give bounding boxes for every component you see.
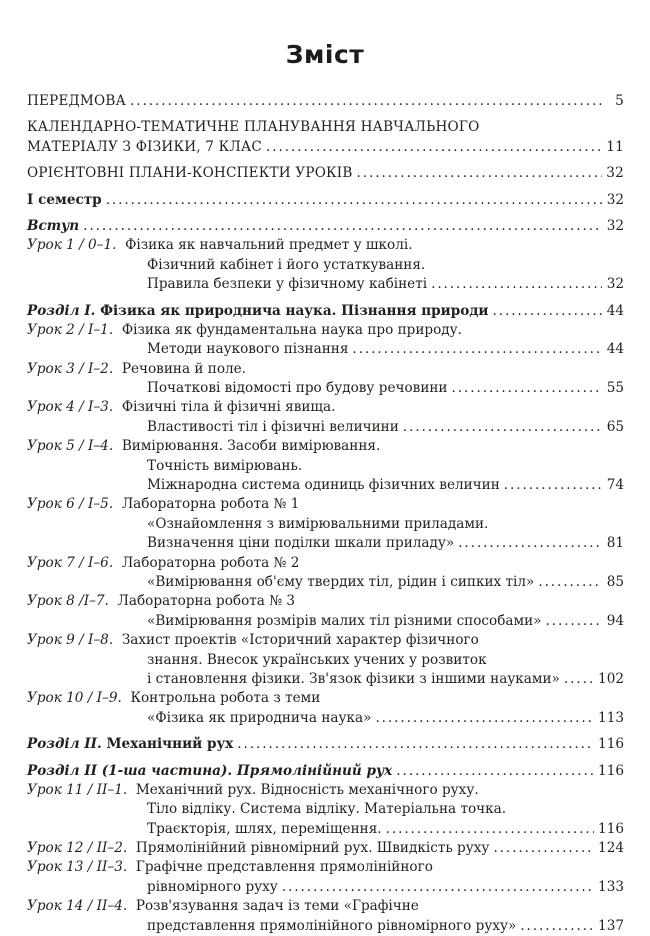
leader-dots bbox=[266, 138, 602, 157]
toc-entry-text: МАТЕРІАЛУ З ФІЗИКИ, 7 КЛАС bbox=[27, 138, 263, 155]
toc-entry-lesson-13[interactable] bbox=[27, 858, 624, 877]
toc-entry-text: Розв'язування задач із теми «Графічне bbox=[135, 898, 419, 915]
page-number: 32 bbox=[606, 276, 624, 293]
lesson-label: Урок 2 / І–1. bbox=[27, 321, 114, 338]
lesson-label: Урок 9 / І–8. bbox=[27, 632, 114, 649]
toc-entry-text: Фізика як фундаментальна наука про природу. bbox=[121, 321, 462, 338]
toc-entry-foreword[interactable] bbox=[27, 92, 624, 111]
toc-entry-text: Вступ bbox=[27, 217, 80, 234]
lesson-label: Урок 8 /І–7. bbox=[27, 593, 109, 610]
toc-entry-lesson-12[interactable] bbox=[27, 839, 624, 858]
toc-entry-semester-1[interactable] bbox=[27, 191, 624, 210]
toc-entry-text: Захист проектів «Історичний характер фізичного bbox=[121, 632, 479, 649]
lesson-label: Урок 6 / І–5. bbox=[27, 496, 114, 513]
toc-entry-text: Прямолінійний рух bbox=[236, 762, 393, 779]
toc-entry-text: І семестр bbox=[27, 191, 102, 208]
toc-entry-lesson-plans[interactable] bbox=[27, 164, 624, 183]
leader-dots bbox=[375, 709, 594, 728]
toc-entry-lesson-6[interactable] bbox=[27, 495, 624, 514]
page-number: 65 bbox=[606, 418, 624, 435]
page-number: 81 bbox=[606, 535, 624, 552]
leader-dots bbox=[538, 573, 602, 592]
page-number: 55 bbox=[606, 380, 624, 397]
toc-entry-lesson-11[interactable] bbox=[27, 781, 624, 800]
toc-entry-lesson-9-line-3 bbox=[27, 670, 624, 689]
page-number: 94 bbox=[606, 612, 624, 629]
toc-entry-text: «Вимірювання розмірів малих тіл різними способами» bbox=[147, 612, 542, 629]
section-label: Розділ ІІ (1-ша частина). bbox=[27, 762, 233, 779]
lesson-label: Урок 14 / ІІ–4. bbox=[27, 898, 128, 915]
section-label: Розділ І. bbox=[27, 302, 96, 319]
page-number: 133 bbox=[598, 878, 624, 895]
page-number: 44 bbox=[606, 341, 624, 358]
page-number: 11 bbox=[606, 138, 624, 155]
toc-entry-lesson-8[interactable] bbox=[27, 592, 624, 611]
toc-entry-lesson-13-line-2 bbox=[27, 878, 624, 897]
toc-entry-text: Початкові відомості про будову речовини bbox=[147, 380, 448, 397]
toc-entry-lesson-11-line-3 bbox=[27, 820, 624, 839]
toc-entry-section-1[interactable] bbox=[27, 302, 624, 321]
toc-entry-lesson-1-line-2 bbox=[27, 256, 624, 275]
toc-entry-lesson-3[interactable] bbox=[27, 360, 624, 379]
toc-entry-lesson-14[interactable] bbox=[27, 897, 624, 916]
toc-entry-lesson-1[interactable] bbox=[27, 236, 624, 255]
toc-entry-section-2-part-1[interactable] bbox=[27, 762, 624, 781]
table-of-contents bbox=[27, 92, 624, 936]
leader-dots bbox=[520, 917, 594, 936]
toc-entry-text: ОРІЄНТОВНІ ПЛАНИ-КОНСПЕКТИ УРОКІВ bbox=[27, 165, 353, 182]
page-number: 116 bbox=[598, 762, 624, 779]
leader-dots bbox=[403, 418, 602, 437]
page-number: 32 bbox=[606, 191, 624, 208]
toc-entry-lesson-11-line-2 bbox=[27, 800, 624, 819]
leader-dots bbox=[458, 534, 602, 553]
toc-entry-calendar-planning-cont[interactable] bbox=[27, 138, 624, 157]
leader-dots bbox=[396, 762, 594, 781]
toc-entry-text: Траєкторія, шлях, переміщення. bbox=[147, 820, 382, 837]
leader-dots bbox=[352, 340, 602, 359]
lesson-label: Урок 10 / І–9. bbox=[27, 690, 122, 707]
page-number: 32 bbox=[606, 217, 624, 234]
lesson-label: Урок 12 / ІІ–2. bbox=[27, 840, 128, 857]
toc-entry-text: Тіло відліку. Система відліку. Матеріальна точка. bbox=[147, 801, 507, 818]
leader-dots bbox=[386, 820, 594, 839]
toc-entry-lesson-7-line-2 bbox=[27, 573, 624, 592]
leader-dots bbox=[545, 612, 602, 631]
toc-entry-lesson-8-line-2 bbox=[27, 612, 624, 631]
toc-entry-text: «Фізика як природнича наука» bbox=[147, 709, 372, 726]
toc-entry-lesson-2-line-2 bbox=[27, 340, 624, 359]
toc-entry-lesson-3-line-2 bbox=[27, 379, 624, 398]
toc-entry-text: ПЕРЕДМОВА bbox=[27, 93, 127, 109]
toc-entry-text: Властивості тіл і фізичні величини bbox=[147, 418, 399, 435]
toc-entry-calendar-planning[interactable] bbox=[27, 118, 624, 137]
lesson-label: Урок 4 / І–3. bbox=[27, 399, 114, 416]
lesson-label: Урок 11 / ІІ–1. bbox=[27, 781, 128, 798]
toc-entry-text: Прямолінійний рівномірний рух. Швидкість руху bbox=[135, 840, 490, 857]
toc-entry-text: Методи наукового пізнання bbox=[147, 341, 349, 358]
toc-entry-text: «Ознайомлення з вимірювальними приладами. bbox=[147, 515, 489, 532]
toc-entry-lesson-10-line-2 bbox=[27, 709, 624, 728]
toc-entry-text: Фізичні тіла й фізичні явища. bbox=[121, 399, 336, 416]
toc-entry-lesson-7[interactable] bbox=[27, 554, 624, 573]
page-number: 44 bbox=[606, 302, 624, 319]
toc-entry-section-2[interactable] bbox=[27, 735, 624, 754]
toc-entry-lesson-4[interactable] bbox=[27, 398, 624, 417]
toc-entry-lesson-1-line-3 bbox=[27, 275, 624, 294]
toc-entry-text: рівномірного руху bbox=[147, 878, 278, 895]
toc-entry-text: Графічне представлення прямолінійного bbox=[135, 859, 433, 876]
lesson-label: Урок 13 / ІІ–3. bbox=[27, 859, 128, 876]
toc-entry-text: Лабораторна робота № 2 bbox=[121, 554, 300, 571]
page-number: 32 bbox=[606, 165, 624, 182]
leader-dots bbox=[357, 164, 602, 183]
toc-entry-text: Механічний рух bbox=[106, 736, 234, 753]
leader-dots bbox=[564, 670, 594, 689]
toc-entry-text: Визначення ціни поділки шкали приладу» bbox=[147, 535, 455, 552]
toc-entry-lesson-5-line-3 bbox=[27, 476, 624, 495]
toc-entry-lesson-6-line-3 bbox=[27, 534, 624, 553]
section-label: Розділ ІІ. bbox=[27, 736, 102, 753]
lesson-label: Урок 5 / І–4. bbox=[27, 438, 114, 455]
toc-entry-lesson-5-line-2 bbox=[27, 457, 624, 476]
page-number: 124 bbox=[598, 840, 624, 857]
page-number: 85 bbox=[606, 573, 624, 590]
toc-entry-lesson-14-line-2 bbox=[27, 917, 624, 936]
toc-entry-lesson-9[interactable] bbox=[27, 631, 624, 650]
toc-entry-text: представлення прямолінійного рівномірного руху» bbox=[147, 917, 517, 934]
toc-entry-lesson-5[interactable] bbox=[27, 437, 624, 456]
toc-entry-text: Правила безпеки у фізичному кабінеті bbox=[147, 276, 428, 293]
toc-entry-lesson-9-line-2 bbox=[27, 651, 624, 670]
page-number: 113 bbox=[598, 709, 624, 726]
toc-entry-text: знання. Внесок українських учених у розвиток bbox=[147, 651, 487, 668]
page-number: 116 bbox=[598, 736, 624, 753]
toc-entry-lesson-4-line-2 bbox=[27, 418, 624, 437]
toc-entry-text: Контрольна робота з теми bbox=[130, 690, 321, 707]
page-number: 137 bbox=[598, 917, 624, 934]
toc-entry-text: «Вимірювання об'єму твердих тіл, рідин і сипких тіл» bbox=[147, 573, 535, 590]
leader-dots bbox=[282, 878, 594, 897]
lesson-label: Урок 1 / 0–1. bbox=[27, 237, 117, 254]
toc-entry-text: Лабораторна робота № 1 bbox=[121, 496, 300, 513]
toc-entry-text: Фізика як навчальний предмет у школі. bbox=[125, 237, 413, 254]
leader-dots bbox=[492, 302, 602, 321]
lesson-label: Урок 7 / І–6. bbox=[27, 554, 114, 571]
toc-entry-text: Вимірювання. Засоби вимірювання. bbox=[121, 438, 381, 455]
toc-entry-lesson-2[interactable] bbox=[27, 321, 624, 340]
toc-entry-text: КАЛЕНДАРНО-ТЕМАТИЧНЕ ПЛАНУВАННЯ НАВЧАЛЬНОГО bbox=[27, 119, 480, 136]
toc-entry-intro[interactable] bbox=[27, 217, 624, 236]
toc-entry-lesson-6-line-2 bbox=[27, 515, 624, 534]
toc-entry-text: Речовина й поле. bbox=[121, 360, 247, 377]
toc-entry-text: і становлення фізики. Зв'язок фізики з іншими науками» bbox=[147, 670, 560, 687]
toc-entry-lesson-10[interactable] bbox=[27, 689, 624, 708]
page-number: 102 bbox=[598, 670, 624, 687]
page-number: 5 bbox=[615, 93, 624, 109]
leader-dots bbox=[237, 735, 594, 754]
toc-entry-text: Фізика як природнича наука. Пізнання природи bbox=[100, 302, 489, 319]
toc-entry-text: Точність вимірювань. bbox=[147, 457, 303, 474]
leader-dots bbox=[83, 217, 602, 236]
page-number: 74 bbox=[606, 477, 624, 494]
toc-entry-text: Механічний рух. Відносність механічного руху. bbox=[135, 781, 479, 798]
toc-entry-text: Лабораторна робота № 3 bbox=[117, 593, 296, 610]
toc-entry-text: Міжнародна система одиниць фізичних величин bbox=[147, 477, 500, 494]
leader-dots bbox=[431, 275, 602, 294]
toc-entry-text: Фізичний кабінет і його устаткування. bbox=[147, 256, 426, 273]
leader-dots bbox=[106, 191, 602, 210]
page-title: Зміст bbox=[285, 40, 365, 69]
leader-dots bbox=[130, 92, 602, 111]
leader-dots bbox=[452, 379, 603, 398]
leader-dots bbox=[504, 476, 602, 495]
page-number: 116 bbox=[598, 820, 624, 837]
lesson-label: Урок 3 / І–2. bbox=[27, 360, 114, 377]
leader-dots bbox=[493, 839, 594, 858]
